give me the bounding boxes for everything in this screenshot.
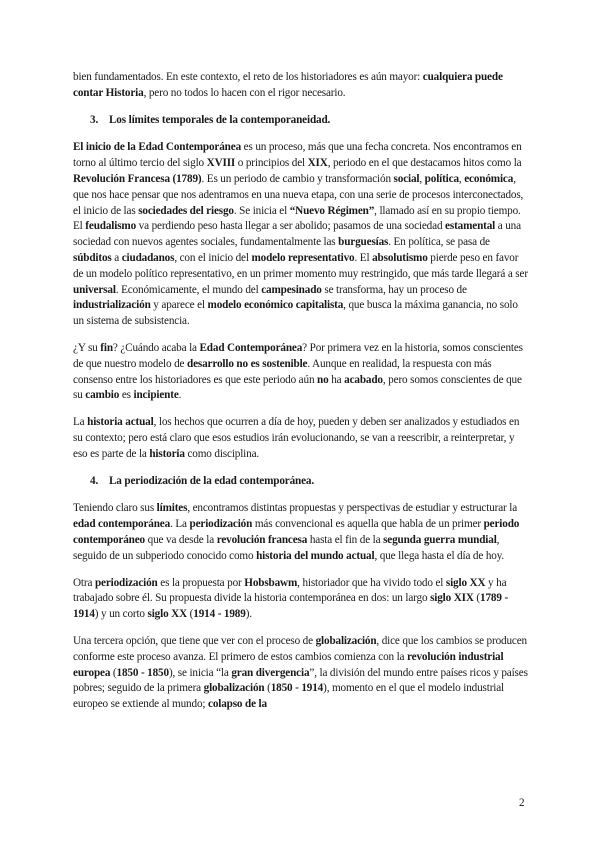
text-run: o principios del (235, 157, 308, 170)
bold-term: absolutismo (372, 251, 428, 264)
section-heading (73, 113, 529, 129)
text-run: , que nos hace pensar que nos adentramos en una nueva etapa, con una serie de procesos interconectados, el inicio de las (73, 172, 524, 217)
text-run: , pero somos conscientes de que su (73, 373, 522, 402)
bold-term: siglo XX (147, 608, 188, 621)
bold-term: sociedades del riesgo (138, 204, 234, 217)
text-run: pierde peso en favor de un modelo político representativo, en un primer momento muy restringido, que más tarde llegará a ser (73, 251, 528, 280)
text-run: . En política, se pasa de (388, 236, 490, 249)
bold-term: historia actual (87, 416, 154, 429)
text-run: ? ¿Cuándo acaba la (112, 341, 200, 354)
text-run: ). (245, 608, 252, 621)
text-run: ¿Y su (73, 341, 101, 354)
text-run: , periodo en el que destacamos hitos como la (327, 157, 522, 170)
bold-term: 1850 - 1914 (270, 682, 324, 695)
bold-term: económica (464, 172, 514, 185)
section-heading (73, 474, 529, 490)
bold-term: cualquiera puede contar Historia (73, 71, 503, 99)
bold-term: modelo económico capitalista (207, 299, 344, 312)
bold-term: Edad Contemporánea (199, 341, 303, 354)
bold-term: revolución industrial europea (73, 650, 504, 679)
bold-term: XVIII (206, 157, 236, 170)
text-run: ( (187, 608, 194, 621)
bold-term: ciudadanos (121, 251, 175, 264)
text-run: bien fundamentados. En este contexto, el reto de los historiadores es aún mayor: (73, 71, 423, 83)
bold-term: historia del mundo actual (256, 549, 375, 562)
section-number: 4. (90, 474, 99, 487)
text-run: a (111, 251, 122, 264)
text-run: ), se inicia “la (168, 666, 232, 679)
bold-term: acabado (344, 373, 383, 386)
text-run: , pero no todos lo hacen con el rigor necesario. (143, 86, 346, 99)
text-run: y ha trabajado sobre él. Su propuesta divide la historia contemporánea en dos: un largo (73, 576, 507, 605)
text-run: hasta el fin de la (307, 533, 384, 546)
paragraph (73, 634, 529, 713)
bold-term: 1850 - 1850 (116, 666, 169, 679)
text-run: ha (328, 373, 345, 386)
paragraph (73, 501, 529, 564)
bold-term: “Nuevo Régimen” (289, 204, 375, 217)
text-run: como disciplina. (184, 447, 260, 460)
bold-term: XIX (307, 157, 328, 170)
bold-term: burguesías (338, 236, 389, 249)
bold-term: desarrollo no es sostenible (187, 357, 308, 370)
bold-term: modelo representativo (251, 251, 355, 264)
text-run: y aparece el (150, 299, 208, 312)
text-run: se transforma, hay un proceso de (321, 283, 467, 296)
text-run: La (73, 416, 88, 429)
text-run: va perdiendo peso hasta llegar a ser abolido; pasamos de una sociedad (136, 220, 446, 233)
text-run: , los hechos que ocurren a día de hoy, pueden y deben ser analizados y estudiados en su contexto; pero está claro que esos estudios irán evolucionando, se van a reescribir, a reinterpretar, y eso es parte de la (73, 416, 520, 460)
text-run: , historiador que ha vivido todo el (297, 576, 446, 589)
bold-term: universal (73, 283, 116, 296)
bold-term: social (393, 172, 420, 185)
bold-term: globalización (203, 682, 265, 695)
text-run: es la propuesta por (157, 576, 245, 589)
bold-term: 1789 - 1914 (73, 592, 509, 621)
bold-term: edad contemporánea (73, 518, 171, 531)
text-run: es un proceso, más que una fecha concreta. Nos encontramos en torno al último tercio del siglo (73, 141, 522, 170)
bold-term: fin (100, 341, 113, 354)
bold-term: súbditos (73, 251, 112, 264)
bold-term: siglo XIX (430, 592, 474, 605)
section-title: La periodización de la edad contemporánea. (109, 474, 315, 487)
section-title: Los límites temporales de la contemporaneidad. (109, 113, 331, 126)
text-run: es (119, 389, 134, 402)
bold-term: gran divergencia (231, 666, 310, 679)
text-run: Otra (73, 576, 95, 589)
bold-term: política (424, 172, 459, 185)
paragraph (73, 576, 529, 623)
bold-term: Revolución Francesa (1789) (73, 172, 202, 185)
paragraph (73, 140, 529, 330)
bold-term: segunda guerra mundial (383, 533, 497, 546)
paragraph (73, 415, 529, 462)
bold-term: industrialización (73, 299, 151, 312)
bold-term: incipiente (133, 389, 179, 402)
bold-term: periodización (189, 518, 253, 531)
text-run: , que llega hasta el día de hoy. (374, 549, 505, 562)
text-run: , llamado así en su propio tiempo. El (73, 204, 521, 233)
paragraph (73, 70, 529, 102)
text-run: ), momento en el que el modelo industrial europeo se extiende al mundo; (73, 682, 505, 711)
bold-term: colapso de la (208, 698, 267, 711)
bold-term: 1914 - 1989 (193, 608, 246, 621)
text-run: , (458, 172, 465, 185)
bold-term: no (317, 373, 329, 386)
text-run: . Se inicia el (233, 204, 290, 217)
bold-term: El inicio de la Edad Contemporánea (73, 141, 242, 154)
text-run: . (178, 389, 182, 402)
document-body (73, 70, 529, 724)
text-run: . La (170, 518, 190, 531)
section-number: 3. (90, 113, 99, 126)
text-run: ( (473, 592, 481, 605)
bold-term: límites (156, 502, 188, 515)
text-run: , que busca la máxima ganancia, no solo un sistema de subsistencia. (73, 299, 518, 328)
bold-term: periodización (94, 576, 158, 589)
text-run: ( (264, 682, 271, 695)
bold-term: cambio (85, 389, 120, 402)
text-run: . Económicamente, el mundo del (115, 283, 262, 296)
bold-term: revolución francesa (216, 533, 308, 546)
text-run: Teniendo claro sus (73, 502, 157, 515)
text-run: . Aunque en realidad, la respuesta con más consenso entre los historiadores es que este periodo aún (73, 357, 492, 386)
bold-term: estamental (445, 220, 496, 233)
text-run: a una sociedad con nuevos agentes sociales, fundamentalmente las (73, 220, 521, 249)
paragraph (73, 341, 529, 404)
bold-term: feudalismo (85, 220, 137, 233)
text-run: más convencional es aquella que habla de un primer (252, 518, 484, 531)
text-run: que va desde la (145, 533, 217, 546)
text-run: , (419, 172, 425, 185)
text-run: , con el inicio del (174, 251, 252, 264)
text-run: , encontramos distintas propuestas y perspectivas de estudiar y estructurar la (187, 502, 518, 515)
bold-term: Hobsbawm (244, 576, 298, 589)
bold-term: historia (149, 447, 185, 460)
text-run: ? Por primera vez en la historia, somos conscientes de que nuestro modelo de (73, 341, 523, 370)
text-run: . El (354, 251, 373, 264)
text-run: . Es un periodo de cambio y transformación (201, 172, 394, 185)
text-run: , seguido de un subperiodo conocido como (73, 533, 500, 562)
bold-term: periodo contemporáneo (73, 518, 520, 546)
text-run: ( (110, 666, 117, 679)
text-run: ) y un corto (94, 608, 148, 621)
bold-term: siglo XX (445, 576, 486, 589)
text-run: ”, la división del mundo entre países ricos y países pobres; seguido de la primera (73, 666, 528, 695)
text-run: , dice que los cambios se producen conforme este proceso avanza. El primero de estos cambios comienza con la (73, 634, 527, 663)
bold-term: campesinado (261, 283, 322, 296)
bold-term: globalización (315, 634, 377, 647)
page-number: 2 (519, 797, 525, 809)
text-run: Una tercera opción, que tiene que ver con el proceso de (73, 634, 316, 647)
